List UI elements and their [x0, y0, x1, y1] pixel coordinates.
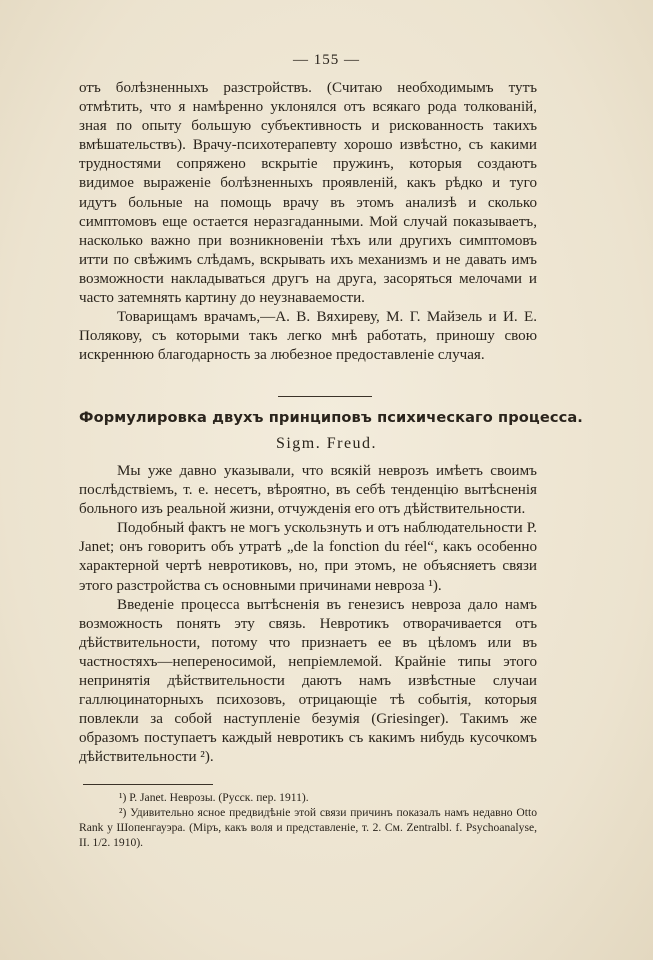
footnote-rule	[83, 784, 213, 785]
footnotes	[79, 790, 537, 850]
article-title: Формулировка двухъ принциповъ психическаго процесса.	[79, 409, 583, 426]
paragraph: Мы уже давно указывали, что всякій неврозъ имѣетъ своимъ послѣдствіемъ, т. е. несетъ, вѣроятно, въ себѣ тенденцію вытѣсненія больного изъ реальной жизни, отчужденія его отъ дѣйствительности.	[79, 463, 537, 518]
page-number: — 155 —	[293, 52, 360, 68]
footnote: ¹) Р. Janet. Неврозы. (Русск. пер. 1911).	[119, 791, 309, 804]
footnote: ²) Удивительно ясное предвидѣніе этой связи причинъ показалъ намъ недавно Otto Rank у Шопенгауэра. (Міръ, какъ воля и представленіе, т. 2. См. Zentralbl. f. Psychoanalyse, II. 1/2. 1910).	[79, 806, 537, 849]
paragraph: Товарищамъ врачамъ,—А. В. Вяхиреву, М. Г. Майзель и И. Е. Полякову, съ которыми такъ легко мнѣ работать, приношу свою искреннюю благодарность за любезное предоставленіе случая.	[79, 309, 537, 364]
author-name: Sigm. Freud.	[275, 435, 378, 452]
paragraph: Подобный фактъ не могъ ускользнуть и отъ наблюдательности Р. Janet; онъ говоритъ объ утратѣ „de la fonction du réel“, какъ особенно характерной чертѣ невротиковъ, но, при этомъ, не объясняетъ связи этого разстройства съ основными причинами невроза ¹).	[79, 520, 537, 594]
paragraph: Введеніе процесса вытѣсненія въ генезисъ невроза дало намъ возможность понять эту связь. Невротикъ отворачивается отъ дѣйствительности, потому что признаетъ ее въ цѣломъ или въ частностяхъ—непереносимой, непріемлемой. Крайніе типы этого непринятія дѣйствительности даютъ намъ извѣстные случаи галлюцинаторныхъ психозовъ, отрицающіе тѣ событія, которыя повлекли за собой наступленіе безумія (Griesinger). Такимъ же образомъ поступаетъ каждый невротикъ съ какимъ нибудь кусочкомъ дѣйствительности ²).	[79, 596, 537, 766]
continuation-text	[79, 79, 537, 365]
article-text	[79, 462, 537, 768]
paragraph: отъ болѣзненныхъ разстройствъ. (Считаю необходимымъ тутъ отмѣтить, что я намѣренно уклонялся отъ всякаго рода толкованій, зная по опыту большую субъективность и рискованность такихъ вмѣшательствъ). Врачу-психотерапевту хорошо извѣстно, съ какими трудностями сопряжено вскрытіе пружинъ, которыя создаютъ видимое выраженіе болѣзненныхъ проявленій, какъ рѣдко и туго идутъ больные на помощь врачу въ этомъ анализѣ и сколько симптомовъ еще остается неразгаданными. Мой случай показываетъ, насколько важно при возникновеніи тѣхъ или другихъ симптомовъ итти по свѣжимъ слѣдамъ, вскрывать ихъ механизмъ и не давать имъ возможности накладываться другъ на друга, засоряться мелочами и часто затемнять картину до неузнаваемости.	[79, 80, 537, 307]
section-divider	[278, 396, 372, 397]
